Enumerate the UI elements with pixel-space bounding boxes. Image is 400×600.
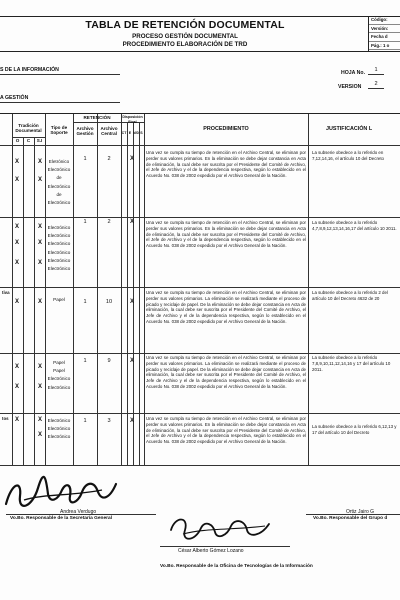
signatory-name-left: Andrea Verdugo	[60, 509, 97, 515]
row-divider	[0, 353, 400, 354]
si-mark: X	[37, 224, 42, 230]
sheet-number-value: 1	[368, 67, 384, 75]
support-type: Papel	[53, 360, 65, 365]
management-years: 1	[83, 156, 87, 162]
subcolumn-divider	[139, 123, 140, 466]
support-type-list	[45, 296, 73, 304]
disposition-col-e: E	[128, 131, 132, 135]
si-mark: X	[37, 240, 42, 246]
row-divider	[0, 287, 400, 288]
elimination-mark: X	[129, 219, 134, 225]
si-mark: X	[37, 177, 42, 183]
elimination-mark: X	[129, 418, 134, 424]
justification-text: La subserie obedece a lo referido 7,8,9,10,11,12,14,16 y 17 del artículo 10 2011.	[312, 355, 391, 372]
management-years: 1	[83, 358, 87, 364]
retention-table	[0, 113, 400, 465]
support-col-original: O	[15, 138, 20, 143]
support-type: Electrónico	[47, 200, 71, 206]
justification-text: La subserie obedece a lo referido 4,7,8,9,12,13,14,16,17 del artículo 10 2011.	[312, 220, 397, 231]
si-mark: X	[37, 417, 42, 423]
version-label: VERSION	[338, 84, 362, 90]
dependency-underline	[0, 74, 120, 75]
document-control-box	[368, 16, 400, 52]
support-type: Electrónico	[47, 434, 71, 440]
disposition-col-s: S	[140, 131, 143, 135]
procedure-subtitle: PROCEDIMIENTO ELABORACIÓN DE TRD	[122, 41, 248, 48]
signatory-role-left: Vo.Bo. Responsable de la Secretaría General	[10, 516, 113, 521]
header-bottom-rule	[0, 145, 400, 146]
central-years: 2	[107, 219, 111, 225]
original-mark: X	[14, 260, 19, 266]
subcolumn-divider	[133, 123, 134, 466]
justification-header: JUSTIFICACIÓN L	[326, 126, 373, 132]
support-col-copy: C	[26, 138, 31, 143]
cut-edge-label: tiva	[2, 290, 10, 295]
signature-line-center	[160, 546, 290, 547]
subcolumn-divider	[23, 137, 24, 466]
final-disposition-header: Disposición Final	[122, 115, 143, 125]
management-archive-header: Archivo Gestión	[76, 126, 94, 137]
subcolumn-divider	[34, 137, 35, 466]
support-type-list	[45, 359, 73, 392]
support-type: Electrónico	[47, 183, 71, 189]
original-mark: X	[14, 417, 19, 423]
original-mark: X	[14, 364, 19, 370]
support-type: Electrónico	[47, 384, 71, 390]
support-type: Electrónico	[47, 233, 71, 239]
support-type: de	[56, 191, 62, 197]
disposition-col-md: M/D	[133, 131, 139, 135]
sheet-number-label: HOJA No.	[341, 70, 366, 76]
original-mark: X	[14, 224, 19, 230]
support-type: Eletrónico	[48, 159, 70, 164]
procedure-text: Una vez se cumpla su tiempo de retención en el Archivo Central, se eliminan por perder sus valores primarios. La eliminación se realizará mediante el proceso de picado y reciclaje de papel. De la eliminación se debe dejar constancia en Acta de eliminación, la cual debe ser suscrita por el Presidente del Comité de Archivo, el Jefe de Archivo y el de la dependencia respectiva, según lo establecido en el Acuerdo No. 038 de 2002 expedido por el Archivo General de la Nación.	[146, 355, 306, 389]
support-type: Electrónico	[47, 266, 71, 272]
table-bottom-rule	[0, 465, 400, 466]
signatory-name-right: Ortiz Jairo G	[346, 509, 375, 515]
retention-header: RETENCIÓN	[83, 115, 111, 120]
support-type: de	[56, 175, 62, 181]
disposition-col-ct: CT	[121, 131, 127, 135]
central-years: 3	[107, 418, 111, 424]
page-label: Pág.: 1 o	[369, 42, 400, 51]
original-mark: X	[14, 299, 19, 305]
si-mark: X	[37, 299, 42, 305]
management-years: 1	[83, 418, 87, 424]
central-years: 10	[105, 299, 113, 305]
support-type: Electrónico	[47, 249, 71, 255]
support-type: Electrónico	[47, 241, 71, 247]
support-type-header: Tipo de Soporte	[50, 125, 68, 136]
support-type: Papel	[53, 297, 65, 302]
original-mark: X	[14, 240, 19, 246]
justification-text: La subserie obedece a lo referido en 7,12,14,16, el artículo 10 del Decreto	[312, 150, 385, 161]
elimination-mark: X	[129, 299, 134, 305]
signatory-role-right: Vo.Bo. Responsable del Grupo d	[313, 516, 388, 521]
version-value: 2	[368, 81, 384, 89]
cut-edge-label: tos	[2, 416, 9, 421]
support-type: Electrónico	[47, 257, 71, 263]
subcolumn-divider	[127, 123, 128, 466]
management-years: 1	[83, 299, 87, 305]
si-mark: X	[37, 384, 42, 390]
management-years: 1	[83, 219, 87, 225]
original-mark: X	[14, 159, 19, 165]
process-subtitle: PROCESO GESTIÓN DOCUMENTAL	[132, 33, 238, 40]
central-years: 2	[107, 156, 111, 162]
procedure-header: PROCEDIMIENTO	[203, 126, 249, 132]
support-header: Tradición Documental	[15, 123, 42, 134]
si-mark: X	[37, 364, 42, 370]
central-archive-header: Archivo Central	[100, 126, 118, 137]
code-label: Código:	[369, 16, 400, 25]
support-type: Electrónico	[47, 225, 71, 230]
support-type-list	[45, 158, 73, 207]
date-label: Fecha d	[369, 33, 400, 42]
signatory-role-center: Vo.Bo. Responsable de la Oficina de Tecnologías de la Información	[160, 564, 313, 569]
elimination-mark: X	[129, 358, 134, 364]
office-underline	[0, 102, 120, 103]
si-mark: X	[37, 159, 42, 165]
central-years: 9	[107, 358, 111, 364]
office-label: A GESTIÓN	[0, 95, 29, 101]
handwritten-signature-center	[165, 512, 275, 546]
procedure-text: Una vez se cumpla su tiempo de retención en el Archivo Central, se eliminan por perder sus valores primarios. En la eliminación se debe dejar constancia en Acta de eliminación, la cual debe ser suscrita por el Presidente del Comité de Archivo, el Jefe de Archivo y el de la dependencia respectiva, según lo establecido en el Acuerdo No. 038 de 2002 expedido por el Archivo General de la Nación.	[146, 220, 306, 249]
original-mark: X	[14, 177, 19, 183]
justification-text: La subserie obedece a lo referido 6,12,13 y 17 del artículo 10 del Decreto	[312, 424, 397, 435]
procedure-text: Una vez se cumpla su tiempo de retención en el Archivo Central, se eliminan por perder sus valores primarios. La eliminación se realizará mediante el proceso de picado y reciclaje de papel. De la eliminación se debe dejar constancia en Acta de eliminación, la cual debe ser suscrita por el Presidente del Comité de Archivo, el Jefe de Archivo y el de la dependencia respectiva, según lo establecido en el Acuerdo No. 038 de 2002 expedido por el Archivo General de la Nación.	[146, 290, 306, 324]
elimination-mark: X	[129, 156, 134, 162]
support-type: Electrónico	[47, 418, 71, 423]
support-type: Electrónico	[47, 167, 71, 173]
original-mark: X	[14, 384, 19, 390]
support-type: Electrónico	[47, 376, 71, 382]
procedure-text: Una vez se cumpla su tiempo de retención en el Archivo Central, se eliminan por perder sus valores primarios. En la eliminación se debe dejar constancia en Acta de eliminación, la cual debe ser suscrita por el Presidente del Comité de Archivo, el Jefe de Archivo y el de la dependencia respectiva, según lo establecido en el Acuerdo No. 038 de 2002 expedido por el Archivo General de la Nación.	[146, 150, 306, 179]
document-title: TABLA DE RETENCIÓN DOCUMENTAL	[85, 19, 285, 31]
support-col-si: S.I	[36, 138, 43, 143]
support-type: Papel	[53, 368, 65, 374]
header-subrule	[73, 122, 121, 123]
row-divider	[0, 413, 400, 414]
support-type-list	[45, 417, 73, 442]
support-type-list	[45, 224, 73, 273]
procedure-text: Una vez se cumpla su tiempo de retención en el Archivo Central, se eliminan por perder sus valores primarios. En la eliminación se debe dejar constancia en Acta de eliminación, la cual debe ser suscrita por el Presidente del Comité de Archivo, el Jefe de Archivo y el de la dependencia respectiva, según lo establecido en el Acuerdo No. 038 de 2002 expedido por el Archivo General de la Nación.	[146, 416, 306, 445]
support-type: Electrónico	[47, 426, 71, 432]
version-label-header: Versión:	[369, 25, 400, 34]
justification-text: La subserie obedece a lo referido 2 del artículo 10 del Decreto 4632 de 20	[312, 290, 388, 301]
dependency-label: S DE LA INFORMACIÓN	[0, 67, 59, 73]
row-divider	[0, 217, 400, 218]
si-mark: X	[37, 260, 42, 266]
handwritten-signature-left	[2, 474, 122, 514]
si-mark: X	[37, 432, 42, 438]
signatory-name-center: César Alberto Gómez Lozano	[178, 548, 244, 554]
